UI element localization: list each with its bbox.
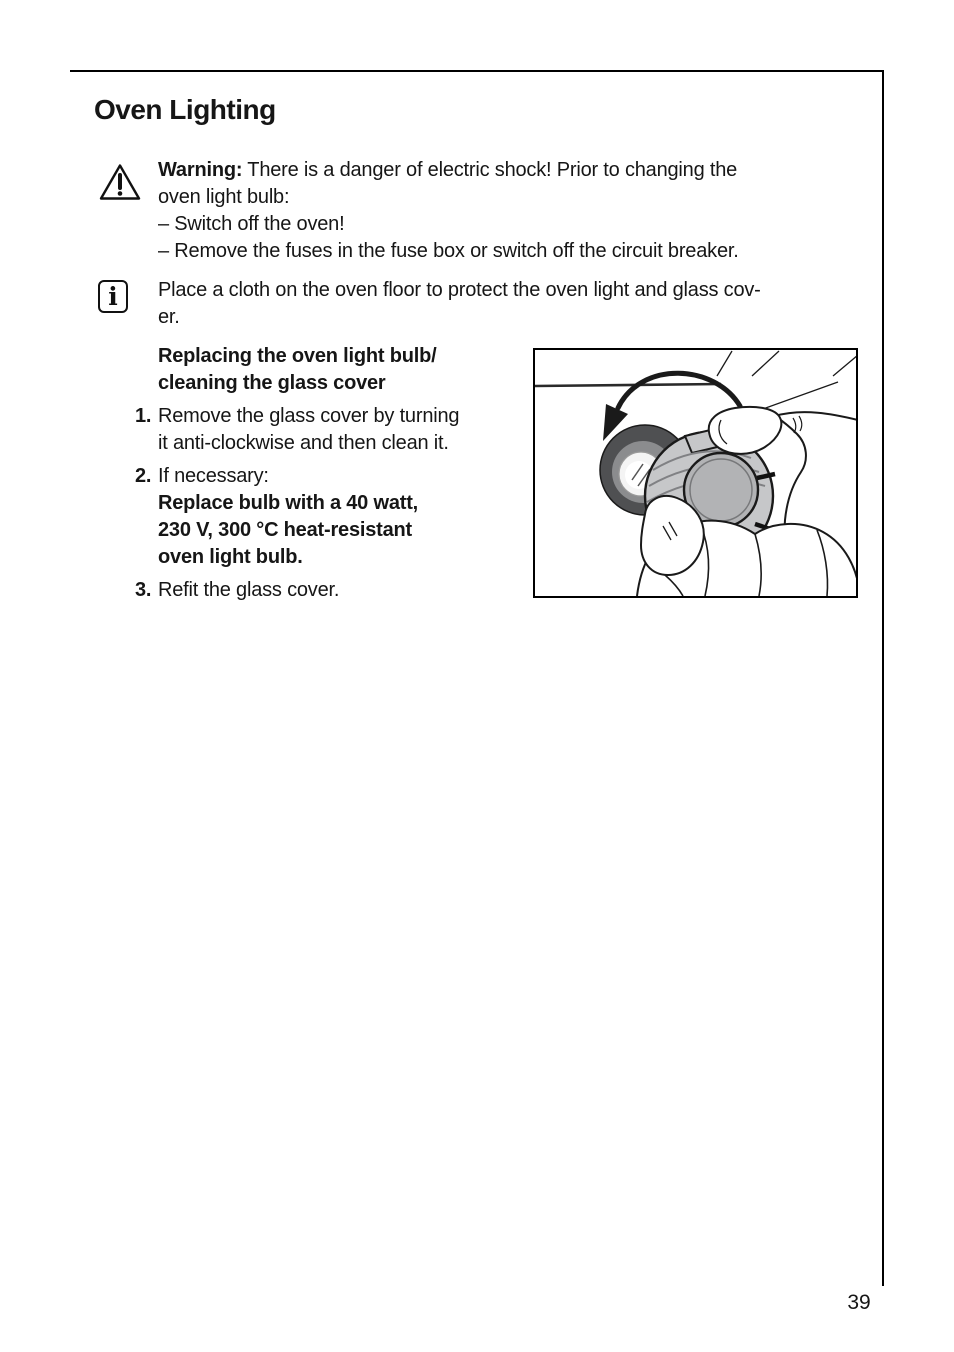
warning-triangle-icon — [98, 162, 142, 203]
warning-dash-item: – Remove the fuses in the fuse box or switch off the circuit breaker. — [158, 240, 739, 262]
page-number: 39 — [847, 1291, 871, 1314]
info-icon-column — [98, 277, 158, 331]
info-text — [158, 277, 761, 331]
replace-bulb-section — [135, 343, 459, 604]
step-text — [158, 403, 459, 457]
step-line-bold: 230 V, 300 °C heat-resistant — [158, 519, 413, 541]
step-text — [158, 463, 418, 571]
info-line-1: Place a cloth on the oven floor to protect the oven light and glass cov- — [158, 279, 761, 301]
step-number: 2. — [135, 465, 152, 487]
warning-label: Warning: — [158, 159, 243, 181]
step-3 — [135, 577, 459, 604]
step-number: 1. — [135, 405, 152, 427]
info-icon: i — [98, 280, 128, 313]
step-2 — [135, 463, 459, 571]
info-note — [98, 277, 761, 331]
warning-icon-column — [98, 157, 158, 265]
step-line: If necessary: — [158, 465, 269, 487]
section-heading-line-2: cleaning the glass cover — [158, 372, 386, 394]
step-line-bold: Replace bulb with a 40 watt, — [158, 492, 419, 514]
section-heading — [135, 343, 459, 397]
step-line: it anti-clockwise and then clean it. — [158, 432, 449, 454]
step-line: Refit the glass cover. — [158, 579, 340, 601]
warning-line-1-text: There is a danger of electric shock! Prior to changing the — [242, 159, 738, 181]
step-text — [158, 577, 339, 604]
step-line-bold: oven light bulb. — [158, 546, 303, 568]
warning-line-2: oven light bulb: — [158, 186, 290, 208]
warning-dash-item: – Switch off the oven! — [158, 213, 345, 235]
bulb-replacement-illustration — [533, 348, 858, 598]
step-1 — [135, 403, 459, 457]
info-line-2: er. — [158, 306, 180, 328]
step-line: Remove the glass cover by turning — [158, 405, 460, 427]
warning-note — [98, 157, 739, 265]
section-heading-line-1: Replacing the oven light bulb/ — [158, 345, 437, 367]
bulb-replacement-figure — [533, 348, 858, 598]
warning-text — [158, 157, 739, 265]
warning-line-1 — [158, 157, 739, 184]
step-number: 3. — [135, 579, 152, 601]
page-title: Oven Lighting — [94, 94, 276, 125]
